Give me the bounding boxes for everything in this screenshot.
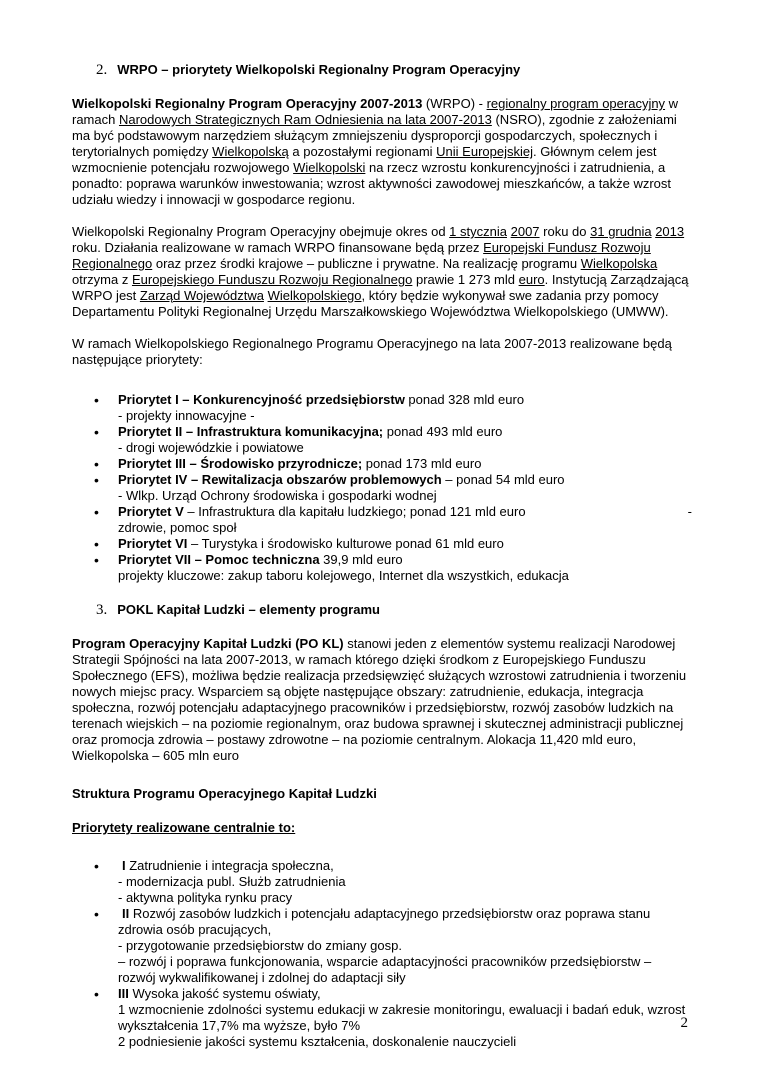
text: stanowi jeden z elementów systemu realizacji Narodowej Strategii Spójności na lata 2007-2013, w ramach którego dzięki środkom z Europejskiego Funduszu Społecznego (EFS), możliwa będzie realizacja przedsięwzięć służących wzrostowi zatrudnienia i tworzeniu nowych miejsc pracy. Wsparciem są objęte następujące obszary: zatrudnienie, edukacja, integracja społeczna, rozwój potencjału adaptacyjnego pracowników i przedsiębiorstw, rozwój zasobów ludzkich na terenach wiejskich – na poziomie regionalnym, oraz budowa sprawnej i skutecznej administracji publicznej oraz promocja zdrowia – postawy zdrowotne – na poziomie centralnym. Alokacja 11,420 mld euro, Wielkopolska – 605 mln euro <box>72 636 687 763</box>
text: . Głównym celem jest wzmocnienie potencjału rozwojowego <box>72 144 657 175</box>
link[interactable]: Wielkopolską <box>212 144 289 159</box>
priority-detail: - Wlkp. Urząd Ochrony środowiska i gospodarki wodnej <box>118 488 437 503</box>
priority-number: III <box>118 986 129 1001</box>
link[interactable]: regionalny program operacyjny <box>486 96 666 111</box>
priority-detail: 2 podniesienie jakości systemu kształcenia, doskonalenie nauczycieli <box>118 1034 517 1049</box>
link[interactable]: Zarząd Województwa <box>139 288 264 303</box>
text: (NSRO), zgodnie z założeniami ma być podstawowym narzędziem służącym zmniejszeniu dysproporcji gospodarczych, społecznych i terytorialnych pomiędzy <box>72 112 677 159</box>
bold-text: Program Operacyjny Kapitał Ludzki (PO KL) <box>72 636 344 651</box>
priority-title: Priorytet III – Środowisko przyrodnicze; <box>118 456 363 471</box>
link[interactable]: 2007 <box>510 224 540 239</box>
link[interactable]: Narodowych Strategicznych Ram Odniesienia na lata 2007-2013 <box>118 112 492 127</box>
link[interactable]: euro <box>518 272 545 287</box>
underlined-heading: Priorytety realizowane centralnie to: <box>72 820 296 835</box>
priority-title: Priorytet VI <box>118 536 188 551</box>
bold-text: Wielkopolski Regionalny Program Operacyjny 2007-2013 <box>72 96 423 111</box>
list-item <box>72 392 692 424</box>
link[interactable]: Wielkopolska <box>580 256 658 271</box>
text: na rzecz wzrostu konkurencyjności i zatrudnienia, a ponadto: poprawa warunków inwestowania; wzrost aktywności zawodowej mieszkańców, a także wzrost udziału wiedzy i innowacji w gospodarce regionu. <box>72 160 672 207</box>
list-item <box>72 504 692 536</box>
pokl-intro-paragraph <box>72 636 692 764</box>
priority-detail: - modernizacja publ. Służb zatrudnienia <box>118 874 346 889</box>
document-page <box>72 62 692 1050</box>
priority-amount: ponad 328 mld euro <box>404 392 525 407</box>
central-priorities-title <box>72 820 692 836</box>
link[interactable]: Europejski Fundusz Rozwoju Regionalnego <box>72 240 651 271</box>
page-number: 2 <box>680 1015 688 1031</box>
text: . Instytucją Zarządzającą WRPO jest <box>72 272 689 303</box>
text: w ramach <box>72 96 679 127</box>
link[interactable]: Europejskiego Funduszu Rozwoju Regionalnego <box>131 272 413 287</box>
priority-detail: - projekty innowacyjne - <box>118 408 255 423</box>
section-2-heading <box>72 62 692 78</box>
list-item <box>72 472 692 504</box>
text: Wielkopolski Regionalny Program Operacyjny obejmuje okres od <box>72 224 450 239</box>
list-item <box>72 986 692 1050</box>
priority-amount: – ponad 54 mld euro <box>441 472 565 487</box>
list-item <box>72 424 692 456</box>
link[interactable]: 1 stycznia <box>449 224 507 239</box>
text: otrzyma z <box>72 272 132 287</box>
link[interactable]: Wielkopolskiego <box>267 288 362 303</box>
wrpo-priorities-list <box>72 392 692 584</box>
priority-title: Priorytet IV – Rewitalizacja obszarów problemowych <box>118 472 442 487</box>
priority-amount: – Turystyka i środowisko kulturowe ponad 61 mld euro <box>187 536 504 551</box>
section-number: 3. <box>96 602 108 618</box>
text: roku do <box>539 224 591 239</box>
list-item <box>72 858 692 906</box>
text: roku. Działania realizowane w ramach WRPO finansowane będą przez <box>72 240 484 255</box>
text: , który będzie wykonywał swe zadania przy pomocy Departamentu Polityki Regionalnej Urzędu Marszałkowskiego Województwa Wielkopolskiego (UMWW). <box>72 288 669 319</box>
text: prawie 1 273 mld <box>412 272 519 287</box>
section-title: POKL Kapitał Ludzki – elementy programu <box>117 602 380 617</box>
section-title: WRPO – priorytety Wielkopolski Regionalny Program Operacyjny <box>117 62 521 77</box>
wrpo-period-paragraph <box>72 224 692 320</box>
structure-title <box>72 786 692 802</box>
priority-detail: zdrowie, pomoc społ <box>118 520 237 535</box>
link[interactable]: Wielkopolski <box>293 160 366 175</box>
priority-detail: - drogi wojewódzkie i powiatowe <box>118 440 304 455</box>
text: (WRPO) - <box>422 96 487 111</box>
priority-detail: - aktywna polityka rynku pracy <box>118 890 293 905</box>
text: a pozostałymi regionami <box>288 144 437 159</box>
text: oraz przez środki krajowe – publiczne i prywatne. Na realizację programu <box>152 256 581 271</box>
section-3-heading <box>72 602 692 618</box>
priority-amount: 39,9 mld euro <box>319 552 403 567</box>
list-item <box>72 552 692 584</box>
priority-number: II <box>122 906 130 921</box>
priority-detail: - przygotowanie przedsiębiorstw do zmiany gosp. <box>118 938 402 953</box>
priority-detail: – rozwój i poprawa funkcjonowania, wsparcie adaptacyjności pracowników przedsiębiorstw – rozwój wykwalifikowanej i zdolnej do adaptacji siły <box>118 954 652 985</box>
link[interactable]: 2013 <box>655 224 685 239</box>
list-item <box>72 456 692 472</box>
priority-amount: – Infrastruktura dla kapitału ludzkiego; ponad 121 mld euro <box>183 504 526 519</box>
priority-amount: ponad 493 mld euro <box>383 424 503 439</box>
central-priorities-list <box>72 858 692 1050</box>
section-number: 2. <box>96 62 108 78</box>
list-item <box>72 536 692 552</box>
priority-title: Priorytet I – Konkurencyjność przedsiębiorstw <box>118 392 405 407</box>
list-item <box>72 906 692 986</box>
priority-title: Priorytet II – Infrastruktura komunikacyjna; <box>118 424 384 439</box>
priority-amount: ponad 173 mld euro <box>362 456 482 471</box>
priority-text: Rozwój zasobów ludzkich i potencjału adaptacyjnego przedsiębiorstw oraz poprawa stanu zdrowia osób pracujących, <box>118 906 651 937</box>
wrpo-intro-paragraph <box>72 96 692 208</box>
priority-text: Wysoka jakość systemu oświaty, <box>128 986 321 1001</box>
link[interactable]: Unii Europejskiej <box>436 144 533 159</box>
trailing-dash: - <box>687 504 692 519</box>
wrpo-priorities-intro: W ramach Wielkopolskiego Regionalnego Programu Operacyjnego na lata 2007-2013 realizowane będą następujące priorytety: <box>72 336 672 367</box>
priority-text: Zatrudnienie i integracja społeczna, <box>125 858 334 873</box>
bold-text: Struktura Programu Operacyjnego Kapitał Ludzki <box>72 786 377 801</box>
priority-title: Priorytet V <box>118 504 184 519</box>
priority-title: Priorytet VII – Pomoc techniczna <box>118 552 320 567</box>
priority-number: I <box>122 858 126 873</box>
priority-detail: 1 wzmocnienie zdolności systemu edukacji w zakresie monitoringu, ewaluacji i badań eduk, wzrost wykształcenia 17,7% ma wyższe, było 7% <box>118 1002 686 1033</box>
link[interactable]: 31 grudnia <box>590 224 652 239</box>
priority-detail: projekty kluczowe: zakup taboru kolejowego, Internet dla wszystkich, edukacja <box>118 568 569 583</box>
